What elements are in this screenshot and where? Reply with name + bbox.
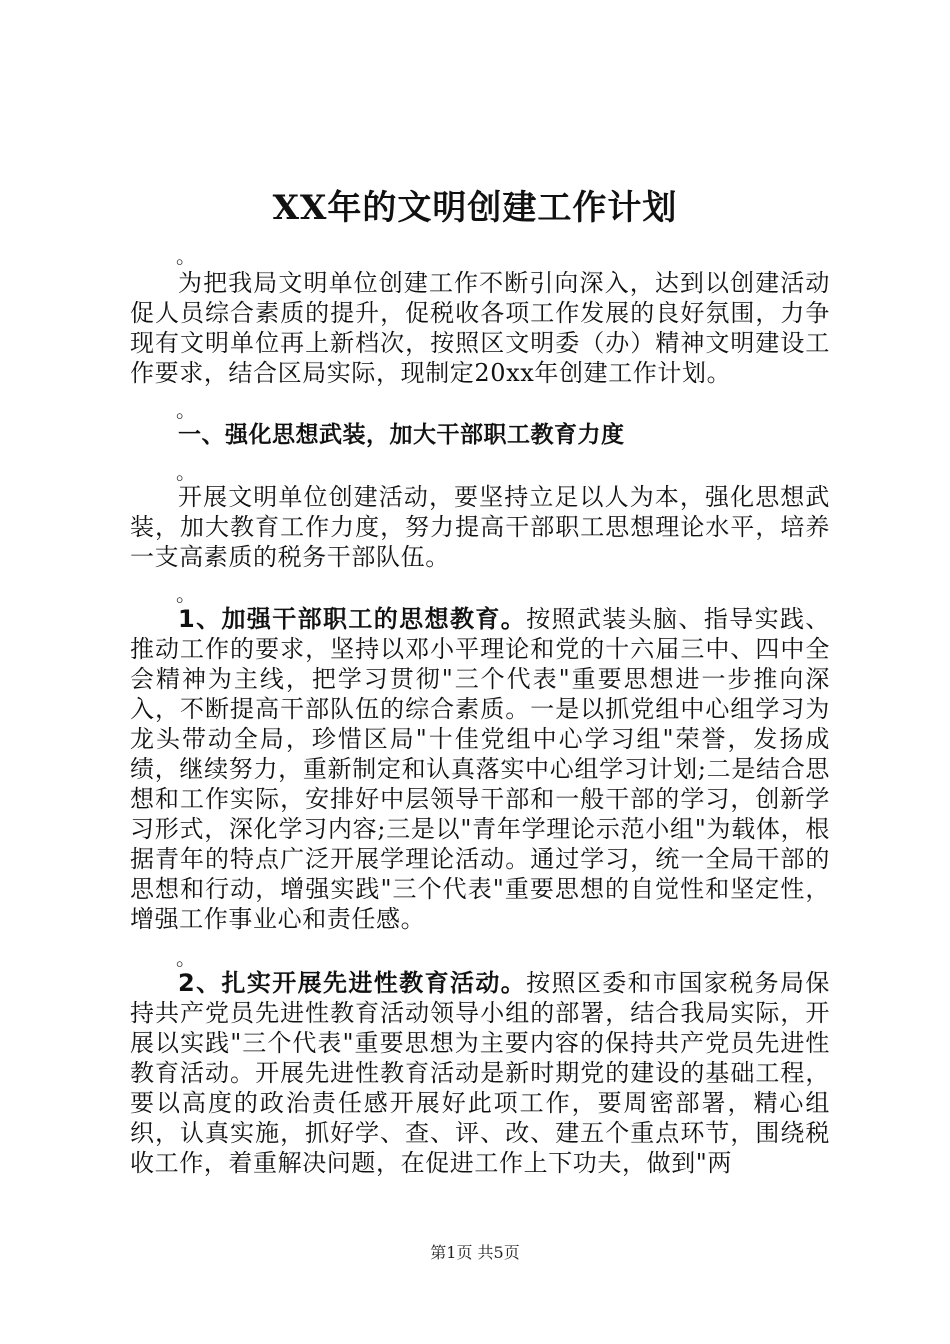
document-title: XX年的文明创建工作计划 <box>272 188 678 228</box>
section-heading: 一、强化思想武装，加大干部职工教育力度 <box>178 422 625 448</box>
separator-mark: 。 <box>176 582 196 606</box>
separator-mark: 。 <box>176 398 196 422</box>
item-body-2: 按照区委和市国家税务局保持共产党员先进性教育活动领导小组的部署，结合我局实际，开展以实践"三个代表"重要思想为主要内容的保持共产党员先进性教育活动。开展先进性教育活动是新时期党的建设的基础工程，要以高度的政治责任感开展好此项工作，要周密部署，精心组织，认真实施，抓好学、查、评、改、建五个重点环节，围绕税收工作，着重解决问题，在促进工作上下功夫，做到"两 <box>130 969 830 1177</box>
separator-mark: 。 <box>176 244 196 268</box>
item-paragraph-2 <box>130 968 830 1178</box>
item-paragraph-1 <box>130 604 830 934</box>
item-lead-1: 1、加强干部职工的思想教育。 <box>178 605 527 633</box>
section-body: 开展文明单位创建活动，要坚持立足以人为本，强化思想武装，加大教育工作力度，努力提高干部职工思想理论水平，培养一支高素质的税务干部队伍。 <box>130 483 830 571</box>
item-body-1: 按照武装头脑、指导实践、推动工作的要求，坚持以邓小平理论和党的十六届三中、四中全会精神为主线，把学习贯彻"三个代表"重要思想进一步推向深入，不断提高干部队伍的综合素质。一是以抓党组中心组学习为龙头带动全局，珍惜区局"十佳党组中心学习组"荣誉，发扬成绩，继续努力，重新制定和认真落实中心组学习计划;二是结合思想和工作实际，安排好中层领导干部和一般干部的学习，创新学习形式，深化学习内容;三是以"青年学理论示范小组"为载体，根据青年的特点广泛开展学理论活动。通过学习，统一全局干部的思想和行动，增强实践"三个代表"重要思想的自觉性和坚定性，增强工作事业心和责任感。 <box>130 605 830 933</box>
item-lead-2: 2、扎实开展先进性教育活动。 <box>178 969 527 997</box>
separator-mark: 。 <box>176 460 196 484</box>
page-footer: 第1页 共5页 <box>430 1243 520 1262</box>
intro-paragraph: 为把我局文明单位创建工作不断引向深入，达到以创建活动促人员综合素质的提升，促税收各项工作发展的良好氛围，力争现有文明单位再上新档次，按照区文明委（办）精神文明建设工作要求，结合区局实际，现制定20xx年创建工作计划。 <box>130 269 830 387</box>
separator-mark: 。 <box>176 946 196 970</box>
